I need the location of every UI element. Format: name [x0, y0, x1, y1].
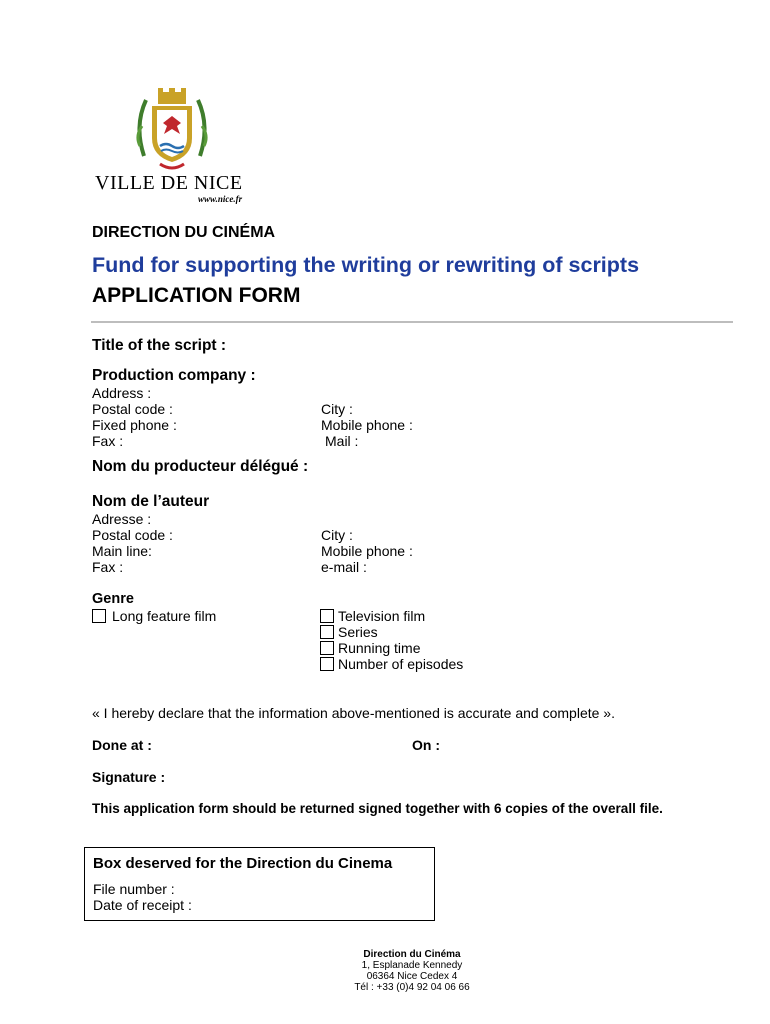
author-postal-label: Postal code : — [92, 527, 173, 543]
genre-long-film-label: Long feature film — [112, 608, 217, 624]
genre-episodes-option[interactable] — [320, 656, 463, 672]
department-title: DIRECTION DU CINÉMA — [92, 224, 276, 241]
form-title: APPLICATION FORM — [92, 284, 301, 307]
footer-street: 1, Esplanade Kennedy — [361, 960, 463, 971]
genre-episodes-label: Number of episodes — [338, 656, 464, 672]
author-city-label: City : — [321, 527, 353, 543]
production-mail-label: Mail : — [325, 433, 359, 449]
footer-tel: Tél : +33 (0)4 92 04 06 66 — [354, 982, 470, 993]
author-phone-label: Main line: — [92, 543, 152, 559]
file-number-label: File number : — [93, 881, 175, 897]
footer-address — [300, 949, 524, 993]
production-fax-label: Fax : — [92, 433, 124, 449]
production-address-label: Address : — [92, 385, 152, 401]
author-mobile-label: Mobile phone : — [321, 543, 413, 559]
done-at-label: Done at : — [92, 737, 152, 753]
date-receipt-label: Date of receipt : — [93, 897, 192, 913]
production-city-label: City : — [321, 401, 353, 417]
script-title-label: Title of the script : — [92, 337, 227, 354]
producer-label: Nom du producteur délégué : — [92, 458, 309, 475]
author-address-label: Adresse : — [92, 511, 152, 527]
genre-running-time-label: Running time — [338, 640, 421, 656]
genre-series-option[interactable] — [320, 624, 378, 640]
city-name: VILLE DE NICE — [95, 172, 243, 194]
checkbox[interactable] — [320, 641, 334, 655]
production-phone-label: Fixed phone : — [92, 417, 177, 433]
checkbox[interactable] — [92, 609, 106, 623]
coat-of-arms-logo — [132, 86, 212, 172]
author-heading: Nom de l’auteur — [92, 493, 210, 510]
return-note: This application form should be returned signed together with 6 copies of the overall file. — [92, 801, 663, 816]
website-url: www.nice.fr — [198, 194, 243, 204]
signature-label: Signature : — [92, 769, 166, 785]
declaration-text: « I hereby declare that the information above-mentioned is accurate and complete ». — [92, 705, 615, 721]
genre-series-label: Series — [338, 624, 378, 640]
production-postal-label: Postal code : — [92, 401, 173, 417]
reserved-box-title: Box deserved for the Direction du Cinema — [93, 855, 393, 872]
genre-long-film-option[interactable] — [92, 608, 216, 624]
genre-tv-film-option[interactable] — [320, 608, 425, 624]
production-heading: Production company : — [92, 367, 256, 384]
genre-running-time-option[interactable] — [320, 640, 421, 656]
divider — [91, 321, 733, 323]
checkbox[interactable] — [320, 609, 334, 623]
author-mail-label: e-mail : — [321, 559, 367, 575]
checkbox[interactable] — [320, 657, 334, 671]
reserved-box — [84, 847, 435, 921]
checkbox[interactable] — [320, 625, 334, 639]
on-date-label: On : — [412, 737, 440, 753]
genre-heading: Genre — [92, 591, 134, 607]
fund-title: Fund for supporting the writing or rewriting of scripts — [92, 253, 640, 277]
production-mobile-label: Mobile phone : — [321, 417, 413, 433]
footer-org: Direction du Cinéma — [363, 949, 461, 960]
author-fax-label: Fax : — [92, 559, 124, 575]
genre-tv-film-label: Television film — [338, 608, 426, 624]
footer-city: 06364 Nice Cedex 4 — [366, 971, 458, 982]
